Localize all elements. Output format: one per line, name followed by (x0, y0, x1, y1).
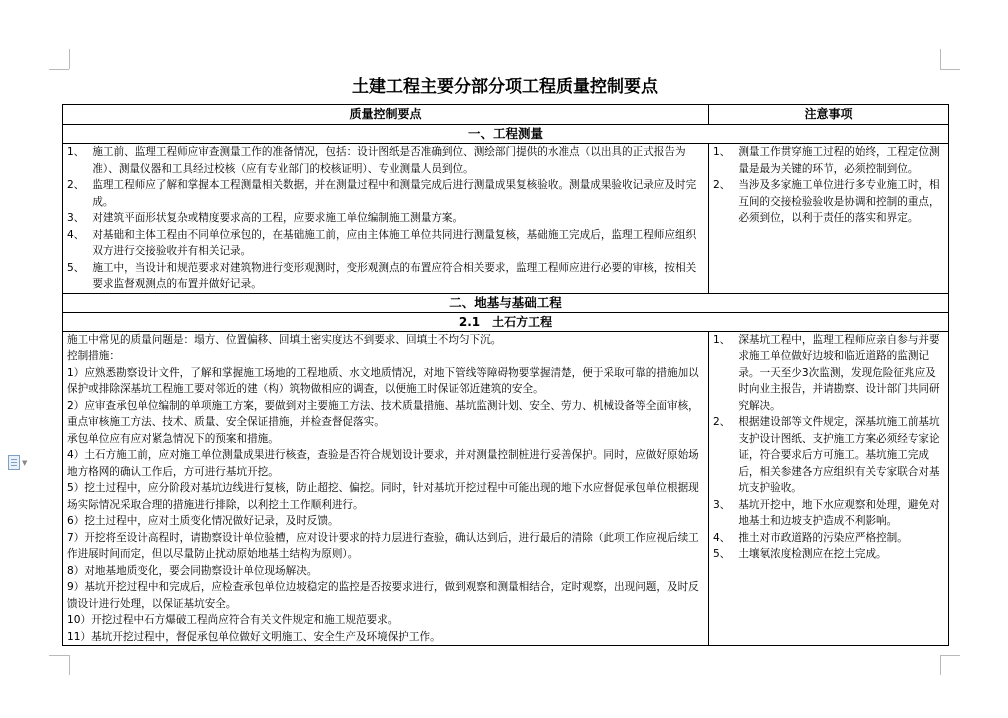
section-row (63, 293, 949, 312)
list-item: 2、 监理工程师应了解和掌握本工程测量相关数据，并在测量过程中和测量完成后进行测量成果复核验收。测量成果验收记录应及时完成。 (67, 179, 697, 208)
earthwork-control-points: 施工中常见的质量问题是：塌方、位置偏移、回填土密实度达不到要求、回填土不均匀下沉。 控制措施： 1）应熟悉勘察设计文件，了解和掌握施工场地的工程地质、水文地质情况，对地下管线等障碍物要掌握清楚，便于采取可靠的措施加以保护或排除深基坑工程施工要对邻近的建（构）筑物做相应的调查，以便施工时保证邻近建筑的安全。 2）应审查承包单位编制的单项施工方案，要做到对主要施工方法、技术质量措施、基坑监测计划、安全、劳力、机械设备等全面审核，重点审核施工方法、技术、质量、安全保证措施，并检查督促落实。 承包单位应有应对紧急情况下的预案和措施。 4）土石方施工前，应对施工单位测量成果进行核查，查验是否符合规划设计要求，并对测量控制桩进行妥善保护。同时，应做好原始场地方格网的确认工作后，方可进行基坑开挖。 5）挖土过程中，应分阶段对基坑边线进行复核，防止超挖、偏挖。同时，针对基坑开挖过程中可能出现的地下水应督促承包单位根据现场实际情况采取合理的措施进行排除，以利挖土工作顺利进行。 6）挖土过程中，应对土质变化情况做好记录，及时反馈。 7）开挖将至设计高程时，请勘察设计单位验槽，应对设计要求的持力层进行查验，确认达到后，进行最后的清除（此项工作应视后续工作进展时间而定，但以尽量防止扰动原始地基土结构为原则）。 8）对地基地质变化，要会同勘察设计单位现场解决。 9）基坑开挖过程中和完成后，应检查承包单位边坡稳定的监控是否按要求进行，做到观察和测量相结合，定时观察，出现问题，及时反馈设计进行处理，以保证基坑安全。 10）开挖过程中石方爆破工程尚应符合有关文件规定和施工规范要求。 11）基坑开挖过程中，督促承包单位做好文明施工、安全生产及环境保护工作。 (63, 331, 709, 646)
list-item: 5、 施工中，当设计和规范要求对建筑物进行变形观测时，变形观测点的布置应符合相关要求，监理工程师应进行必要的审核，按相关要求监督观测点的布置并做好记录。 (67, 261, 697, 290)
section-row (63, 125, 949, 144)
list-item: 5、 土壤氡浓度检测应在挖土完成。 (713, 548, 887, 560)
document-title: 土建工程主要分部分项工程质量控制要点 (352, 77, 658, 97)
list-item: 1、 深基坑工程中，监理工程师应亲自参与并要求施工单位做好边坡和临近道路的监测记录。一天至少3次监测，发现危险征兆应及时向业主报告，并请勘察、设计部门共同研究解决。 (713, 333, 940, 412)
table-row (63, 144, 949, 294)
section-title-survey: 一、工程测量 (63, 125, 949, 144)
section-title-foundation: 二、地基与基础工程 (63, 293, 949, 312)
subsection-title-earthwork: 2.1 土石方工程 (63, 312, 949, 331)
list-item: 1、 测量工作贯穿施工过程的始终，工程定位测量是最为关键的环节，必须控制到位。 (713, 146, 940, 175)
table-header-row (63, 105, 949, 125)
list-item: 4、 对基础和主体工程由不同单位承包的，在基础施工前，应由主体施工单位共同进行测量复核，基础施工完成后，监理工程师应组织双方进行交接验收并有相关记录。 (67, 228, 697, 257)
table-row (63, 331, 949, 646)
list-item: 3、 基坑开挖中，地下水应观察和处理，避免对地基土和边坡支护造成不利影响。 (713, 498, 940, 527)
header-notes: 注意事项 (709, 105, 949, 125)
document-navigation-icon[interactable]: ▼ (5, 453, 33, 471)
list-item: 4、 推土对市政道路的污染应严格控制。 (713, 531, 908, 544)
survey-notes (709, 144, 949, 294)
list-item: 2、 根据建设部等文件规定，深基坑施工前基坑支护设计图纸、支护施工方案必须经专家论证，符合要求后方可施工。基坑施工完成后，相关参建各方应组织有关专家联合对基坑支护验收。 (713, 416, 940, 494)
earthwork-notes (709, 331, 949, 646)
survey-control-points (63, 144, 709, 294)
quality-control-table (62, 104, 949, 646)
header-quality-points: 质量控制要点 (63, 105, 709, 125)
list-item: 1、 施工前、监理工程师应审查测量工作的准备情况，包括：设计图纸是否准确到位、测绘部门提供的水准点（以出具的正式报告为准）、测量仪器和工具经过校核（应有专业部门的校核证明）、专业测量人员到位。 (67, 146, 686, 175)
list-item: 3、 对建筑平面形状复杂或精度要求高的工程，应要求施工单位编制施工测量方案。 (67, 212, 464, 224)
subsection-row (63, 312, 949, 331)
list-item: 2、 当涉及多家施工单位进行多专业施工时，相互间的交接检验验收是协调和控制的重点，必须到位，以利于责任的落实和界定。 (713, 179, 940, 224)
